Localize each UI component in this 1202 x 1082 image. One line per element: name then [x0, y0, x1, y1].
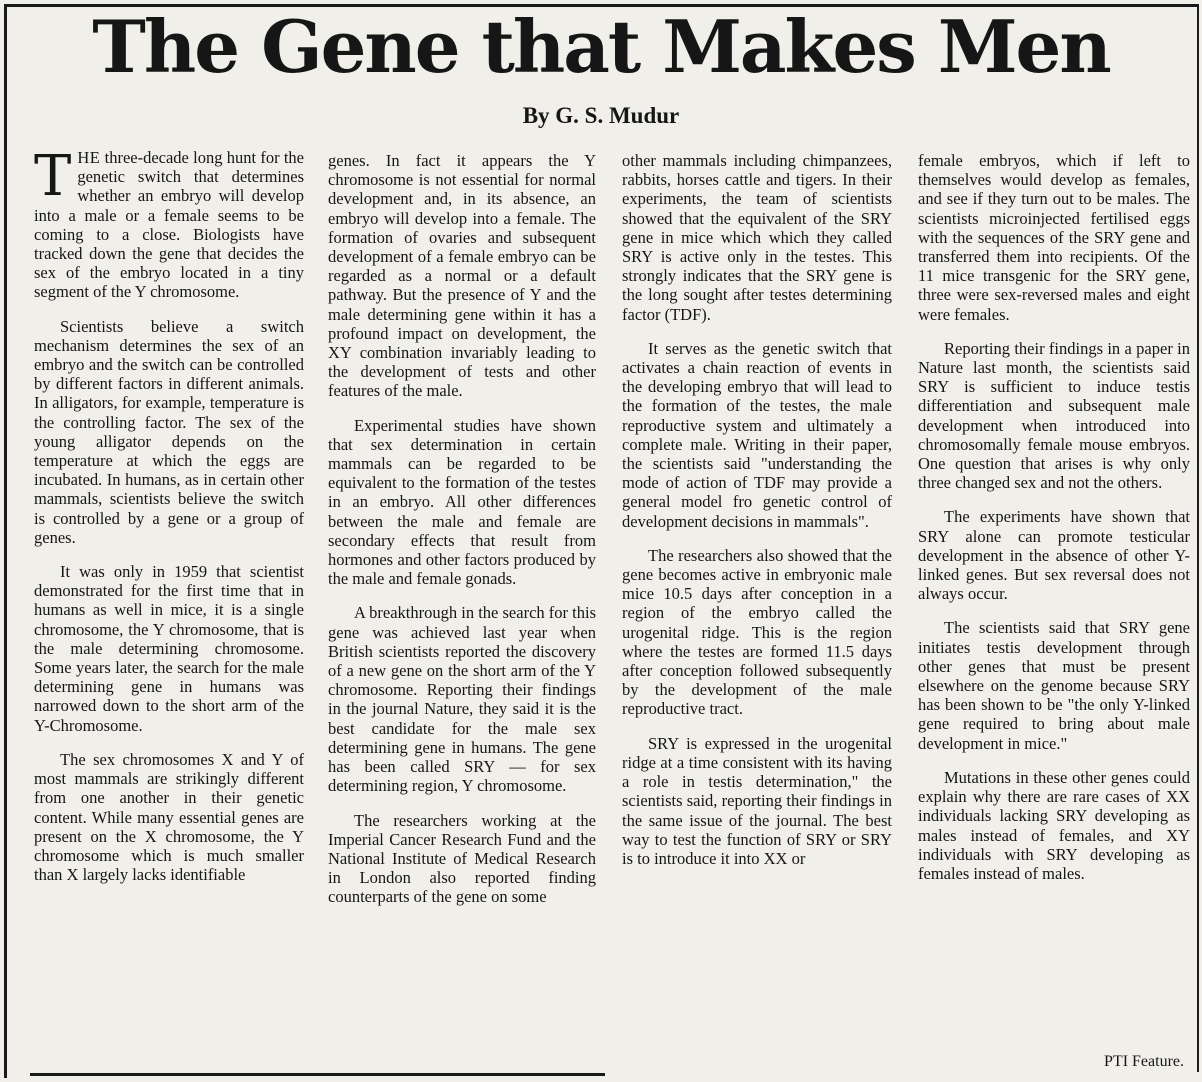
paragraph-1-text: three-decade long hunt for the genetic switch that determines whether an embryo will develop into a male or a female seems to be coming to a close. Biologists have tracked down the gene that decides the sex of the embryo located in a tiny segment of the Y chromosome.	[34, 148, 304, 302]
paragraph-13: The scientists said that SRY gene initiates testis development through other genes that must be present elsewhere on the genome because SRY has been shown to be "the only Y-linked gene required to bring about male development in mice."	[918, 618, 1190, 753]
bottom-rule	[30, 1073, 605, 1076]
paragraph-14: Mutations in these other genes could explain why there are rare cases of XX individuals lacking SRY developing as males instead of females, and XY individuals with SRY developing as females instead of males.	[918, 767, 1190, 883]
credit-line: PTI Feature.	[1104, 1053, 1184, 1070]
paragraph-7: The researchers working at the Imperial Cancer Research Fund and the National Institute of Medical Research in London also reported finding counterparts of the gene on some	[328, 810, 596, 907]
paragraph-10: SRY is expressed in the urogenital ridge at a time consistent with its having a role in testis determination," the scientists said, reporting their findings in the same issue of the journal. The best way to test the function of SRY or SRY is to introduce it into XX or	[622, 733, 892, 868]
column-2	[328, 151, 596, 922]
lead-caps: HE	[77, 148, 101, 167]
left-rule	[4, 4, 7, 1078]
paragraph-4: The sex chromosomes X and Y of most mammals are strikingly different from one another in their genetic content. While many essential genes are present on the X chromosome, the Y chromosome which is much smaller than X largely lacks identifiable	[34, 749, 304, 885]
paragraph-8: It serves as the genetic switch that activates a chain reaction of events in the developing embryo that will lead to the formation of the testes, the male reproductive system and ultimately a complete male. Writing in their paper, the scientists said "understanding the mode of action of TDF may provide a general model fro genetic control of development decisions in mammals".	[622, 338, 892, 531]
column-3	[622, 151, 892, 883]
paragraph-4-continued: genes. In fact it appears the Y chromosome is not essential for normal development and, in its absence, an embryo will develop into a female. The formation of ovaries and subsequent development of a female embryo can be regarded as a normal or a default pathway. But the presence of Y and the male determining gene within it has a profound impact on development, the XY combination invariably leading to the development of tests and other features of the male.	[328, 151, 596, 401]
paragraph-9: The researchers also showed that the gene becomes active in embryonic male mice 10.5 days after conception in a region of the embryo called the urogenital ridge. This is the region where the testes are formed 11.5 days after conception followed subsequently by the development of the male reproductive tract.	[622, 545, 892, 719]
right-rule	[1197, 4, 1199, 1072]
paragraph-2: Scientists believe a switch mechanism determines the sex of an embryo and the switch can be controlled by different factors in different animals. In alligators, for example, temperature is the controlling factor. The sex of the young alligator depends on the temperature at which the eggs are incubated. In humans, as in certain other mammals, scientists believe the switch is controlled by a gene or a group of genes.	[34, 316, 304, 547]
paragraph-12: The experiments have shown that SRY alone can promote testicular development in the absence of other Y- linked genes. But sex reversal does not always occur.	[918, 507, 1190, 604]
paragraph-6: A breakthrough in the search for this gene was achieved last year when British scientists reported the discovery of a new gene on the short arm of the Y chromosome. Reporting their findings in the journal Nature, they said it is the best candidate for the male sex determining gene in humans. The gene has been called SRY — for sex determining region, Y chromosome.	[328, 603, 596, 796]
paragraph-11: Reporting their findings in a paper in Nature last month, the scientists said SRY is sufficient to induce testis differentiation and subsequent male development when introduced into chromosomally female mouse embryos. One question that arises is why only three changed sex and not the others.	[918, 338, 1190, 493]
paragraph-3: It was only in 1959 that scientist demonstrated for the first time that in humans as well in mice, it is a single chromosome, the Y chromosome, that is the male determining chromosome. Some years later, the search for the male determining gene in humans was narrowed down to the short arm of the Y-Chromosome.	[34, 562, 304, 735]
headline: The Gene that Makes Men	[92, 4, 1110, 89]
column-4	[918, 151, 1190, 898]
paragraph-5: Experimental studies have shown that sex determination in certain mammals can be regarded to be equivalent to the formation of the testes in an embryo. All other differences between the male and female are secondary effects that result from hormones and other factors produced by the male and female gonads.	[328, 415, 596, 589]
column-1	[34, 144, 304, 899]
paragraph-10-continued: female embryos, which if left to themselves would develop as females, and see if they turn out to be males. The scientists microinjected fertilised eggs with the sequences of the SRY gene and transferred them into recipients. Of the 11 mice transgenic for the SRY gene, three were sex-reversed males and eight were females.	[918, 151, 1190, 324]
paragraph-1	[34, 144, 304, 302]
paragraph-7-continued: other mammals including chimpanzees, rabbits, horses cattle and tigers. In their experiments, the team of scientists showed that the equivalent of the SRY gene in mice which which they called SRY is active only in the testes. This strongly indicates that the SRY gene is the long sought after testes determining factor (TDF).	[622, 151, 892, 324]
drop-cap: T	[34, 144, 72, 209]
byline: By G. S. Mudur	[522, 103, 680, 128]
